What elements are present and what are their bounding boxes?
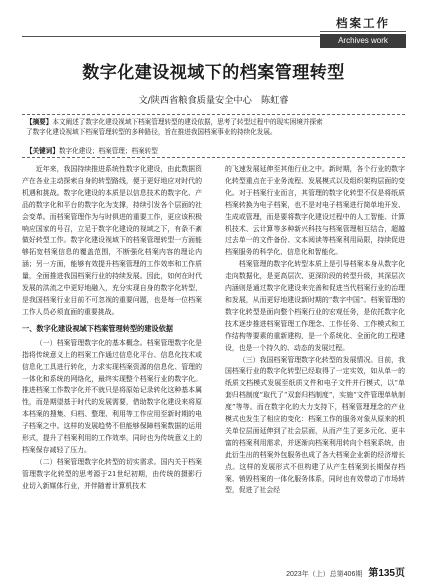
right-paragraph-1: 的飞速发展延伸至其他行业之中。新时期，各个行业的数字化转型重点在于业务流程、发展模式以及组织架构层面的变化。对于档案行业而言，其管理的数字化转型不仅是将纸质档案转换为电子档案，也不是对电子档案进行简单地开发、生成或管理，而是要将数字化建设过程中的人工智能、计算机技术、云计算等多种新兴科技与档案管理相互结合，超越过去单一的文件备份、文本阅读等档案利用局限，持续促进档案服务的科学化、信息化和智能化。: [225, 165, 405, 257]
page-number: [368, 568, 405, 579]
abstract-line-1: [26, 118, 401, 128]
section-tag-en: Archives work: [320, 34, 406, 48]
abstract-line-2: 了数字化建设视域下档案管理转型的多种路径，旨在推进我国档案事业的持续化发展。: [26, 127, 277, 136]
issue-info: 2023年（上）总第406期: [286, 571, 363, 578]
abstract-text-1: 本文阐述了数字化建设视域下档案管理转型的建设依据，思考了转型过程中的现实困境并探索: [52, 118, 323, 126]
section-tag-cn: 档案工作: [320, 14, 406, 32]
article-title: 数字化建设视域下的档案管理转型: [82, 63, 345, 83]
abstract-box: [22, 114, 405, 158]
subsection-1-paragraph: （一）档案管理数字化的基本概念。档案管理数字化是指将传统意义上的档案工作通过信息化平台、信息化技术或信息化工具进行转化，力求实现档案资源的信息化、管理的一体化和系统的网络化，最终实现整个档案行业的数字化。推进档案工作数字化并不就只是将原始记录转化这种基本属性，而是期望基于时代的发展需要，借助数字化建设来将原本档案的搜集、归档、整理、利用等工作应用至新时期的电子档案之中。这样的发展趋势不但能够保障档案数据的运用形式，提升了档案利用的工作效率，同时也为传统意义上的档案保存减轻了压力。: [22, 338, 202, 454]
page-footer: [286, 564, 405, 579]
page-suffix: 页: [395, 568, 405, 579]
abstract-tag: 【摘要】: [26, 118, 53, 126]
article-byline: 文/陕西省粮食质量安全中心 陈虹睿: [138, 95, 289, 106]
page-num: 135: [378, 568, 395, 579]
section-heading-1: 一、数字化建设视域下档案管理转型的建设依据: [22, 323, 173, 333]
right-paragraph-2: 档案管理的数字化转型本质上是引导档案本身从数字化走向数据化，是更高层次、更深阶段的转型升级，其深层次内涵则是通过数字化建设来完善和促进当代档案行业的治理和发展，从而更好地建设新时期的“数字中国”。档案管理的数字化转型是面向整个档案行业的宏观任务，是依托数字化技术逐步推进档案管理工作理念、工作任务、工作模式和工作结构等要素的重新建构，是一个系统化、全面化的工程建设，也是一个持久的、动态的发展过程。: [225, 260, 405, 352]
left-column: [22, 164, 202, 493]
subsection-2-paragraph: （二）档案管理数字化转型的切实需求。国内关于档案管理数字化转型的思考源于21世纪初期，由传统的摄影行业切入新媒体行业，并伴随着计算机技术: [22, 457, 202, 490]
keywords-text: 数字化建设；档案管理；档案转型: [58, 147, 158, 155]
keywords-tag: 【关键词】: [26, 147, 59, 155]
subsection-3-paragraph: （三）我国档案管理数字化转型的发展情况。目前，我国档案行业的数字化转型已经取得了一定实效，如从单一的纸质文档模式发展至纸质文件和电子文件并行模式，以“单套归档制度”取代了“双套归档制度”，实施“文件管理单轨制度”等等。而在数字化的大力支持下，档案管理理念的产业模式也发生了相应的变化：档案工作的服务对象从原来的机关单位层面延伸到了社会层面，从而产生了更多元化、更丰富的档案利用需求，并逐渐向档案利用转向个档案系统，由此衍生出的档案外包服务也成了各大档案企业新的经济增长点。这样的发展形式不但构建了从产生档案到长期保存档案、销毁档案的一体化服务体系，同时也有效带动了市场转型，促进了社会经: [225, 355, 405, 495]
right-column: [225, 164, 405, 497]
intro-paragraph: 近年来，我国持续推进系统性数字化建设，由此数据资产在各业主动探索自身的转型路线，便于更好地应对时代的机遇和挑战。数字化建设的本质是以信息技术的数字化、产品的数字化和平台的数字化为支撑，持续引发各个层面的社会变革。而档案管理作为与时俱进的重要工作，更应该积极响应国家的号召，立足于数字化建设的视域之下，有条不紊做好转型工作。数字化建设视域下的档案管理转型一方面能够拓宽档案信息的覆盖范围，不断强化档案内容的理论内涵；另一方面，能够有效提升档案管理的工作效率和工作质量，全面推进我国档案行业的持续发展。因此，如何在时代发展的洪流之中更好地融入，充分实现自身的数字化转型，是我国档案行业目前不可忽视的重要问题，也是每一位档案工作人员必须直面的重要挑战。: [22, 165, 202, 316]
page-prefix: 第: [368, 568, 379, 579]
keywords-line: [26, 147, 158, 157]
section-tag: [320, 14, 406, 48]
